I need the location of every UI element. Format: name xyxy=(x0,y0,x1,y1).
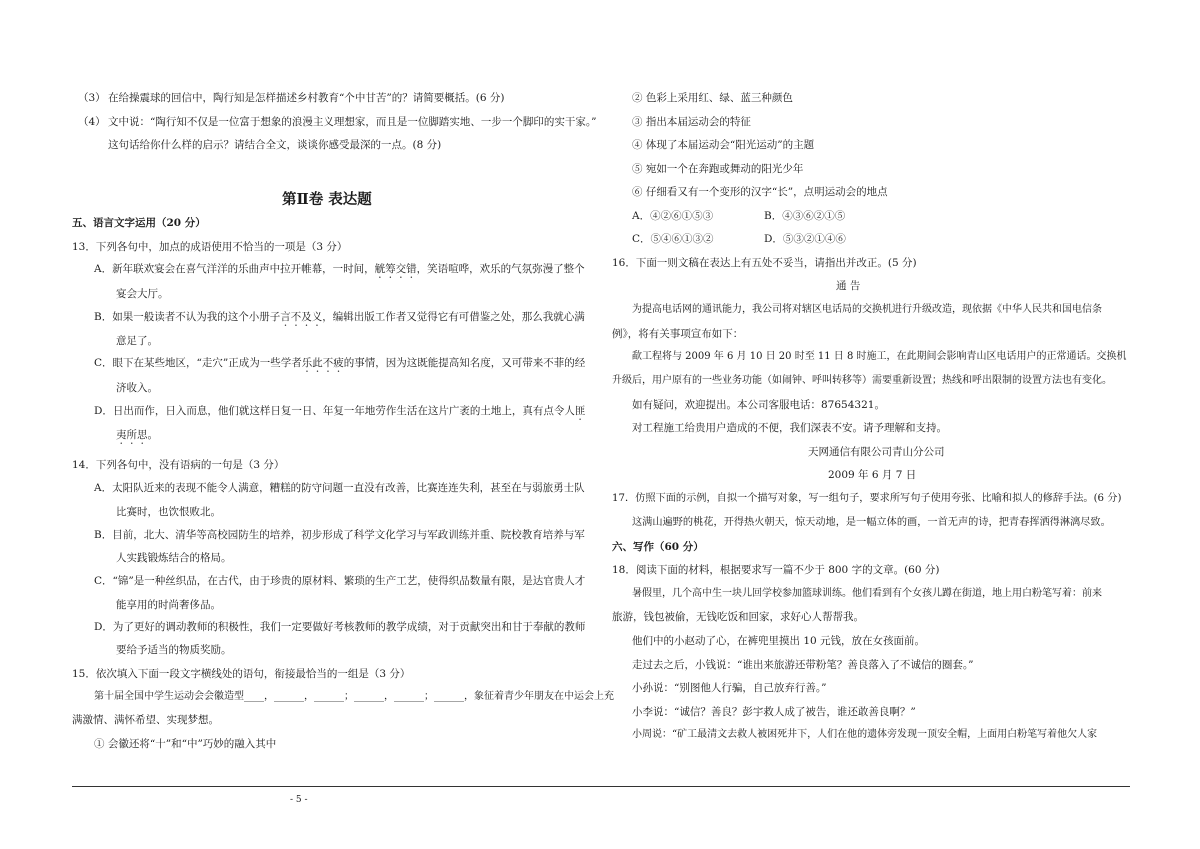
notice-date: 2009 年 6 月 7 日 xyxy=(828,469,917,481)
q13-option-b-line1 xyxy=(94,310,585,329)
q13-option-c-line2: 济收入。 xyxy=(116,382,158,394)
footer-rule xyxy=(72,786,1130,787)
notice-paragraph3: 如有疑问，欢迎提出。本公司客服电话：87654321。 xyxy=(632,399,885,411)
q18-material-line3: 他们中的小赵动了心，在裤兜里摸出 10 元钱，放在女孩面前。 xyxy=(632,635,926,647)
q13-option-a-line2: 宴会大厅。 xyxy=(116,288,169,300)
q15-choice-a: A．④②⑥①⑤③ xyxy=(632,210,714,222)
q4-text-line1: 文中说：“陶行知不仅是一位富于想象的浪漫主义理想家，而且是一位脚踏实地、一步一个脚印的实干家。” xyxy=(108,116,597,128)
q15-choice-d: D．⑤③②①④⑥ xyxy=(764,233,846,245)
q18-material-line7: 小周说：“矿工最清文去救人被困死井下，人们在他的遗体旁发现一顶安全帽，上面用白粉笔写着他欠人家 xyxy=(632,729,1098,740)
notice-title: 通 告 xyxy=(836,280,861,292)
q13-option-a-line1 xyxy=(94,262,585,281)
part-title: 第Ⅱ卷 表达题 xyxy=(282,191,372,208)
section5-title: 五、语言文字运用（20 分） xyxy=(72,217,206,229)
q13b-pre: B．如果一般读者不认为我的这个小册子 xyxy=(94,311,281,323)
q16-stem: 16．下面一则文稿在表达上有五处不妥当，请指出并改正。(5 分) xyxy=(612,257,917,269)
q14-option-b-line2: 人实践锻炼结合的格局。 xyxy=(116,552,232,564)
q14-option-a-line1: A．太阳队近来的表现不能令人满意，糟糕的防守问题一直没有改善，比赛连连失利，甚至在与弱旅勇士队 xyxy=(94,482,585,494)
q15-choice-b: B．④③⑥②①⑤ xyxy=(764,210,846,222)
q13d-dotted-idiom-part2: 夷所思 xyxy=(116,429,148,441)
notice-paragraph2-line1: 歃工程将与 2009 年 6 月 10 日 20 时至 11 日 8 时施工，在此期间会影响青山区电话用户的正常通话。交换机 xyxy=(632,351,1127,362)
q13d-post: 。 xyxy=(147,429,158,441)
q3-number: （3） xyxy=(78,92,106,104)
q14-option-a-line2: 比赛时，也饮恨败北。 xyxy=(116,506,221,518)
q15-stem: 15．依次填入下面一段文字横线处的语句，衔接最恰当的一组是（3 分） xyxy=(72,668,411,680)
q13-option-c-line1 xyxy=(94,356,585,375)
q15-option-6: ⑥ 仔细看又有一个变形的汉字“长”，点明运动会的地点 xyxy=(632,186,888,198)
q4-number: （4） xyxy=(78,116,106,128)
q18-material-line6: 小李说：“诚信？善良？彭宇救人成了被告，谁还敢善良啊？” xyxy=(632,706,916,718)
section6-title: 六、写作（60 分） xyxy=(612,541,704,553)
q13-stem: 13．下列各句中，加点的成语使用不恰当的一项是（3 分） xyxy=(72,241,348,253)
q15-option-5: ⑤ 宛如一个在奔跑或舞动的阳光少年 xyxy=(632,163,804,175)
q15-option-4: ④ 体现了本届运动会“阳光运动”的主题 xyxy=(632,139,815,151)
q18-material-line1: 暑假里，几个高中生一块儿回学校参加篮球训练。他们看到有个女孩儿蹲在街道，地上用白粉笔写着：前来 xyxy=(632,588,1102,599)
q13d-pre: D．日出而作，日入而息，他们就这样日复一日、年复一年地劳作生活在这片广袤的土地上，真有点令人 xyxy=(94,405,575,417)
q13c-pre: C．眼下在某些地区，“走穴”正成为一些学者 xyxy=(94,357,302,369)
notice-paragraph1-line2: 例》，将有关事项宣布如下： xyxy=(612,328,744,340)
q15-text-line1: 第十届全国中学生运动会会徽造型____，______，______；______，______；______，象征着青少年朋友在中运会上充 xyxy=(94,691,614,702)
q14-option-c-line2: 能享用的时尚奢侈品。 xyxy=(116,599,221,611)
q13d-dotted-idiom-part1: 匪 xyxy=(574,405,586,417)
q14-option-d-line1: D．为了更好的调动教师的积极性，我们一定要做好考核教师的教学成绩，对于贡献突出和甘于奉献的教师 xyxy=(94,621,586,633)
q15-option-1: ① 会徽还将“十”和“中”巧妙的融入其中 xyxy=(94,738,277,750)
q13c-post: 的事情，因为这既能提高知名度，又可带来不菲的经 xyxy=(343,357,586,369)
q14-option-d-line2: 要给予适当的物质奖励。 xyxy=(116,644,232,656)
q13a-pre: A．新年联欢宴会在喜气洋洋的乐曲声中拉开帷幕，一时间， xyxy=(94,263,375,275)
q13b-dotted-idiom: 言不及义 xyxy=(280,311,323,323)
q15-choice-c: C．⑤④⑥①③② xyxy=(632,233,714,245)
q4-text-line2: 这句话给你什么样的启示？请结合全文，谈谈你感受最深的一点。(8 分) xyxy=(108,139,442,151)
q15-option-3: ③ 指出本届运动会的特征 xyxy=(632,116,751,128)
q3-text: 在给操震球的回信中，陶行知是怎样描述乡村教育“个中甘苦”的？请简要概括。(6 分) xyxy=(108,92,505,104)
q13-option-d-line1 xyxy=(94,404,585,423)
q15-text-line2: 满激情、满怀希望、实现梦想。 xyxy=(72,714,219,726)
q14-stem: 14．下列各句中，没有语病的一句是（3 分） xyxy=(72,459,285,471)
q17-stem: 17．仿照下面的示例，自拟一个描写对象，写一组句子，要求所写句子使用夸张、比喻和拟人的修辞手法。(6 分) xyxy=(612,493,1122,504)
q18-material-line5: 小孙说：“别图他人行骗，自己放弃行善。” xyxy=(632,682,827,694)
q14-option-b-line1: B．目前，北大、清华等高校园防生的培养，初步形成了科学文化学习与军政训练并重、院校教育培养与军 xyxy=(94,529,585,541)
q13-option-d-line2 xyxy=(116,428,158,447)
q18-material-line4: 走过去之后，小钱说：“谁出来旅游还带粉笔？善良落入了不诚信的圈套。” xyxy=(632,659,974,671)
q13a-dotted-idiom: 觥筹交错 xyxy=(374,263,417,275)
q13c-dotted-idiom: 乐此不疲 xyxy=(301,357,344,369)
q18-stem: 18．阅读下面的材料，根据要求写一篇不少于 800 字的文章。(60 分) xyxy=(612,564,940,576)
q13a-post: ，笑语喧哗，欢乐的气氛弥漫了整个 xyxy=(416,263,585,275)
notice-paragraph2-line2: 升级后，用户原有的一些业务功能（如闹钟、呼叫转移等）需要重新设置；热线和呼出限制的设置方法也有变化。 xyxy=(612,375,1112,386)
q17-example: 这满山遍野的桃花，开得热火朝天，惊天动地，是一幅立体的画，一首无声的诗，把青春挥洒得淋漓尽致。 xyxy=(632,517,1111,528)
q14-option-c-line1: C．“锦”是一种丝织品，在古代，由于珍贵的原材料、繁琐的生产工艺，使得织品数量有限，是达官贵人才 xyxy=(94,575,586,587)
notice-paragraph1-line1: 为提高电话网的通讯能力，我公司将对辖区电话局的交换机进行升级改造，现依据《中华人民共和国电信条 xyxy=(632,304,1102,315)
q13-option-b-line2: 意足了。 xyxy=(116,335,158,347)
notice-paragraph4: 对工程施工给贵用户造成的不便，我们深表不安。请予理解和支持。 xyxy=(632,422,947,434)
q15-option-2: ② 色彩上采用红、绿、蓝三种颜色 xyxy=(632,92,793,104)
q13b-post: ，编辑出版工作者又觉得它有可借鉴之处，那么我就心满 xyxy=(322,311,585,323)
q18-material-line2: 旅游，钱包被偷，无钱吃饭和回家，求好心人帮帮我。 xyxy=(612,611,864,623)
page-number: - 5 - xyxy=(290,795,308,805)
notice-signature: 天网通信有限公司青山分公司 xyxy=(808,446,945,458)
